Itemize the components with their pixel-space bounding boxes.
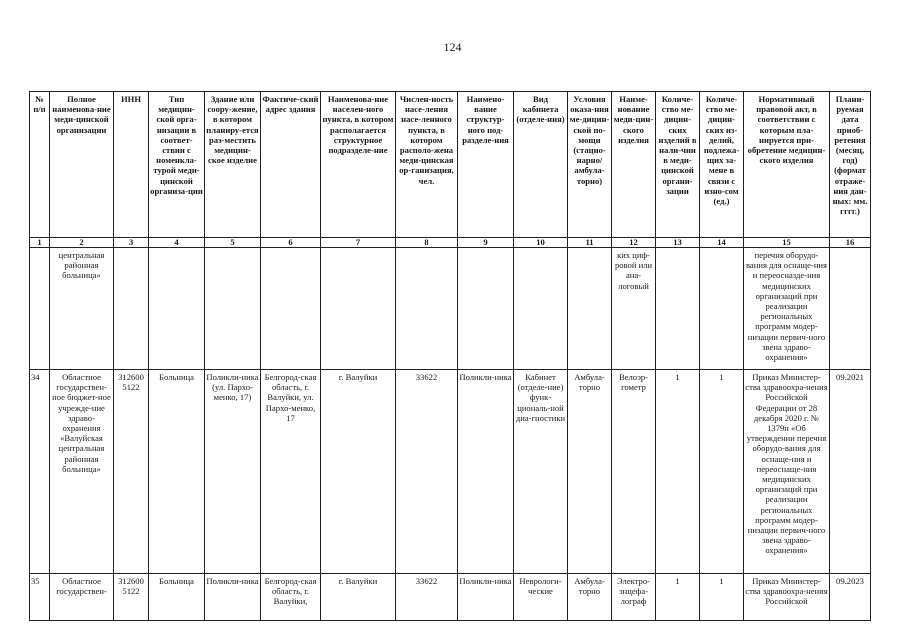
table-cell: 34 — [30, 370, 50, 574]
column-number: 5 — [205, 238, 261, 248]
table-cell: г. Валуйки — [321, 574, 396, 621]
table-cell: Белгород-ская область, г. Валуйки, — [261, 574, 321, 621]
table-cell — [514, 248, 568, 370]
table-cell — [700, 248, 744, 370]
table-cell: Велоэр-гометр — [612, 370, 656, 574]
table-cell: 1 — [656, 574, 700, 621]
header-cell: № п/п — [30, 92, 50, 238]
table-cell: 312600 5122 — [114, 370, 149, 574]
table-cell — [321, 248, 396, 370]
table-cell — [656, 248, 700, 370]
table-row — [30, 574, 871, 621]
table-cell — [205, 248, 261, 370]
column-number: 15 — [744, 238, 830, 248]
column-number: 16 — [830, 238, 871, 248]
column-number: 14 — [700, 238, 744, 248]
table-cell: 35 — [30, 574, 50, 621]
header-cell: Плани-руемая дата приоб-ретения (месяц, год) (формат отраже-ния дан-ных: мм. гггг.) — [830, 92, 871, 238]
page-number: 124 — [443, 40, 462, 54]
table-cell: Поликли-ника — [458, 370, 514, 574]
column-number: 4 — [149, 238, 205, 248]
table-cell: Областное государствен-ное бюджет-ное учрежде-ние здраво-охранения «Валуйская центральная районная больница» — [50, 370, 114, 574]
column-number: 9 — [458, 238, 514, 248]
table-cell: Поликли-ника — [458, 574, 514, 621]
table-row — [30, 370, 871, 574]
header-cell: Вид кабинета (отделе-ния) — [514, 92, 568, 238]
table-cell: 312600 5122 — [114, 574, 149, 621]
table-cell: 1 — [700, 574, 744, 621]
table-cell: Приказ Министер-ства здравоохра-нения Российской — [744, 574, 830, 621]
table-cell: 1 — [656, 370, 700, 574]
column-number: 13 — [656, 238, 700, 248]
column-number: 10 — [514, 238, 568, 248]
header-cell: Здание или соору-жение, в котором планиру-ется раз-местить медицин-ское изделие — [205, 92, 261, 238]
table-cell: 33622 — [396, 574, 458, 621]
header-cell: ИНН — [114, 92, 149, 238]
header-cell: Наименова-ние населен-ного пункта, в котором располагается структурное подразделе-ние — [321, 92, 396, 238]
table-row — [30, 248, 871, 370]
table-cell: Электро-энцефа-лограф — [612, 574, 656, 621]
column-number: 6 — [261, 238, 321, 248]
table-cell: Больница — [149, 574, 205, 621]
header-row — [30, 92, 871, 238]
table-cell — [830, 248, 871, 370]
table-cell: Больница — [149, 370, 205, 574]
table-cell: центральная районная больница» — [50, 248, 114, 370]
column-number: 1 — [30, 238, 50, 248]
table-cell: Кабинет (отделе-ние) функ-циональ-ной диа-гностики — [514, 370, 568, 574]
table-cell: 1 — [700, 370, 744, 574]
table-cell: перечня оборудо-вания для оснаще-ния и переосназде-ния медицинских организаций при реализации региональных программ модер-низации первич-ного звена здраво-охранения» — [744, 248, 830, 370]
column-number: 7 — [321, 238, 396, 248]
table-cell: 09.2021 — [830, 370, 871, 574]
column-number: 11 — [568, 238, 612, 248]
table-cell: Поликли-ника (ул. Пархо-менко, 17) — [205, 370, 261, 574]
column-number: 8 — [396, 238, 458, 248]
table-cell: г. Валуйки — [321, 370, 396, 574]
table-cell: Амбула-торно — [568, 370, 612, 574]
table-cell: Приказ Министер-ства здравоохра-нения Российской Федерации от 28 декабря 2020 г. № 1379н «Об утверждении перечня оборудо-вания для оснаще-ния и переоснаще-ния медицинских организаций при реализации региональных программ модер-низации первич-ного звена здраво-охранения» — [744, 370, 830, 574]
table-cell — [149, 248, 205, 370]
header-cell: Наиме-нование меди-цин-ского изделия — [612, 92, 656, 238]
header-cell: Полное наименова-ние меди-цинской организации — [50, 92, 114, 238]
table-cell: ких циф-ровой или ана-логовый — [612, 248, 656, 370]
table-cell: 33622 — [396, 370, 458, 574]
table-cell — [114, 248, 149, 370]
header-cell: Числен-ность насе-ления насе-ленного пункта, в котором располо-жена меди-цинская ор-ганизация, чел. — [396, 92, 458, 238]
table-cell — [458, 248, 514, 370]
column-number: 3 — [114, 238, 149, 248]
table-cell — [30, 248, 50, 370]
table-cell: Белгород-ская область, г. Валуйки, ул. Пархо-менко, 17 — [261, 370, 321, 574]
table-cell — [261, 248, 321, 370]
table-cell — [396, 248, 458, 370]
table-cell: Неврологи-ческие — [514, 574, 568, 621]
column-number: 12 — [612, 238, 656, 248]
table-cell: Амбула-торно — [568, 574, 612, 621]
header-cell: Наимено-вание структур-ного под-разделе-ния — [458, 92, 514, 238]
header-cell: Количе-ство ме-дицин-ских из-делий, подлежа-щих за-мене в связи с изно-сом (ед.) — [700, 92, 744, 238]
column-number-row — [30, 238, 871, 248]
header-cell: Тип медицин-ской орга-низации в соответ-ствии с номенкла-турой меди-цинской организа-ции — [149, 92, 205, 238]
column-number: 2 — [50, 238, 114, 248]
header-cell: Нормативный правовой акт, в соответствии с которым пла-нируется при-обретение медицин-ского изделия — [744, 92, 830, 238]
medical-equipment-table — [29, 91, 871, 621]
table-cell — [568, 248, 612, 370]
header-cell: Условия оказа-ния ме-дицин-ской по-мощи (стацио-нарно/ амбула-торно) — [568, 92, 612, 238]
table-cell: Областное государствен- — [50, 574, 114, 621]
table-cell: Поликли-ника — [205, 574, 261, 621]
header-cell: Количе-ство ме-дицин-ских изделий в нали-чии в меди-цинской органи-зации — [656, 92, 700, 238]
header-cell: Фактиче-ский адрес здания — [261, 92, 321, 238]
table-cell: 09.2023 — [830, 574, 871, 621]
